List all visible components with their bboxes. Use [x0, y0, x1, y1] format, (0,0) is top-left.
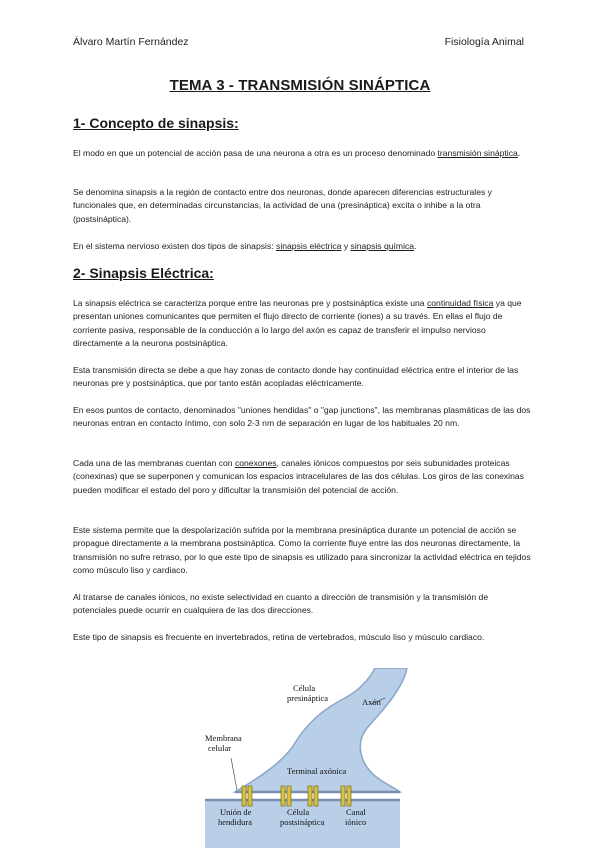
paragraph-tipos	[73, 240, 531, 253]
electrical-synapse-figure	[195, 668, 410, 848]
leader-line-membrane	[231, 758, 237, 790]
paragraph-frecuencia: Este tipo de sinapsis es frecuente en invertebrados, retina de vertebrados, músculo liso y músculo cardiaco.	[73, 632, 485, 642]
label-gap-2: hendidura	[218, 817, 252, 827]
label-presynaptic-1: Célula	[293, 683, 316, 693]
term-conexones: conexones	[234, 458, 277, 468]
text-span: El modo en que un potencial de acción pasa de una neurona a otra es un proceso denominado	[73, 148, 438, 158]
paragraph-definition	[73, 147, 531, 160]
text-span: .	[414, 241, 417, 251]
term-sinapsis-quimica: sinapsis química	[350, 241, 415, 251]
paragraph-selectividad: Al tratarse de canales iónicos, no existe selectividad en cuanto a dirección de transmisión y la transmisión de potenciales puede ocurrir en cualquiera de las dos direcciones.	[73, 592, 489, 616]
paragraph-transmision-directa: Esta transmisión directa se debe a que hay zonas de contacto donde hay continuidad eléctrica entre el interior de las neuronas pre y postsináptica, que por tanto están acopladas eléctricamente.	[73, 365, 519, 389]
section-heading-electrica: 2- Sinapsis Eléctrica:	[73, 265, 214, 281]
paragraph-gap-junctions: En esos puntos de contacto, denominados "uniones hendidas" o "gap junctions", las membranas plasmáticas de las dos neuronas entran en contacto íntimo, con solo 2-3 nm de separación en lugar de los habituales 20 nm.	[73, 405, 531, 429]
label-gap-1: Unión de	[220, 807, 252, 817]
term-continuidad-fisica: continuidad física	[426, 298, 494, 308]
label-channel-1: Canal	[346, 807, 366, 817]
paragraph-conexones	[73, 457, 531, 497]
header-subject: Fisiología Animal	[444, 36, 524, 48]
term-transmision-sinaptica: transmisión sináptica	[437, 148, 518, 158]
label-postsynaptic-2: postsináptica	[280, 817, 325, 827]
label-postsynaptic-1: Célula	[287, 807, 310, 817]
text-span: En el sistema nervioso existen dos tipos de sinapsis:	[73, 241, 277, 251]
label-presynaptic-2: presináptica	[287, 693, 329, 703]
label-terminal: Terminal axónica	[287, 766, 347, 776]
text-span: ya que presentan uniones comunicantes que permiten el flujo directo de corriente (iones) a su través. En ellas el flujo de corriente pasiva, responsable de la conducción a lo largo del axón es capaz de transferir el impulso nervioso directamente a la neurona postsináptica.	[73, 298, 522, 348]
label-membrane-1: Membrana	[205, 733, 242, 743]
paragraph-sinapsis: Se denomina sinapsis a la región de contacto entre dos neuronas, donde aparecen diferencias estructurales y funcionales que, en determinadas circunstancias, la actividad de una (presináptica) excita o inhibe a la otra (postsináptica).	[73, 187, 492, 224]
text-span: , canales iónicos compuestos por seis subunidades proteicas (conexinas) que se superponen y comunican los espacios intracelulares de las dos células. Los giros de las conexinas pueden modificar el estado del poro y dificultar la transmisión del potencial de acción.	[73, 458, 524, 495]
paragraph-continuidad	[73, 297, 531, 350]
text-span: y	[341, 241, 351, 251]
text-span: Cada una de las membranas cuentan con	[73, 458, 235, 468]
label-channel-2: iónico	[345, 817, 367, 827]
term-sinapsis-electrica: sinapsis eléctrica	[276, 241, 342, 251]
text-span: La sinapsis eléctrica se caracteriza porque entre las neuronas pre y postsináptica existe una	[73, 298, 427, 308]
document-title: TEMA 3 - TRANSMISIÓN SINÁPTICA	[169, 77, 431, 94]
section-heading-concepto: 1- Concepto de sinapsis:	[73, 115, 239, 131]
label-membrane-2: celular	[208, 743, 232, 753]
paragraph-despolarizacion: Este sistema permite que la despolarización sufrida por la membrana presináptica durante un potencial de acción se propague directamente a la membrana postsináptica. Como la corriente fluye entre las dos neuronas directamente, la transmisión no sufre retraso, por lo que este tipo de sinapsis es utilizado para sincronizar la actividad eléctrica en tejidos como músculo liso y cardiaco.	[73, 525, 531, 575]
header-author: Álvaro Martín Fernández	[73, 36, 189, 48]
label-axon: Axón	[362, 697, 381, 707]
text-span: .	[517, 148, 521, 158]
